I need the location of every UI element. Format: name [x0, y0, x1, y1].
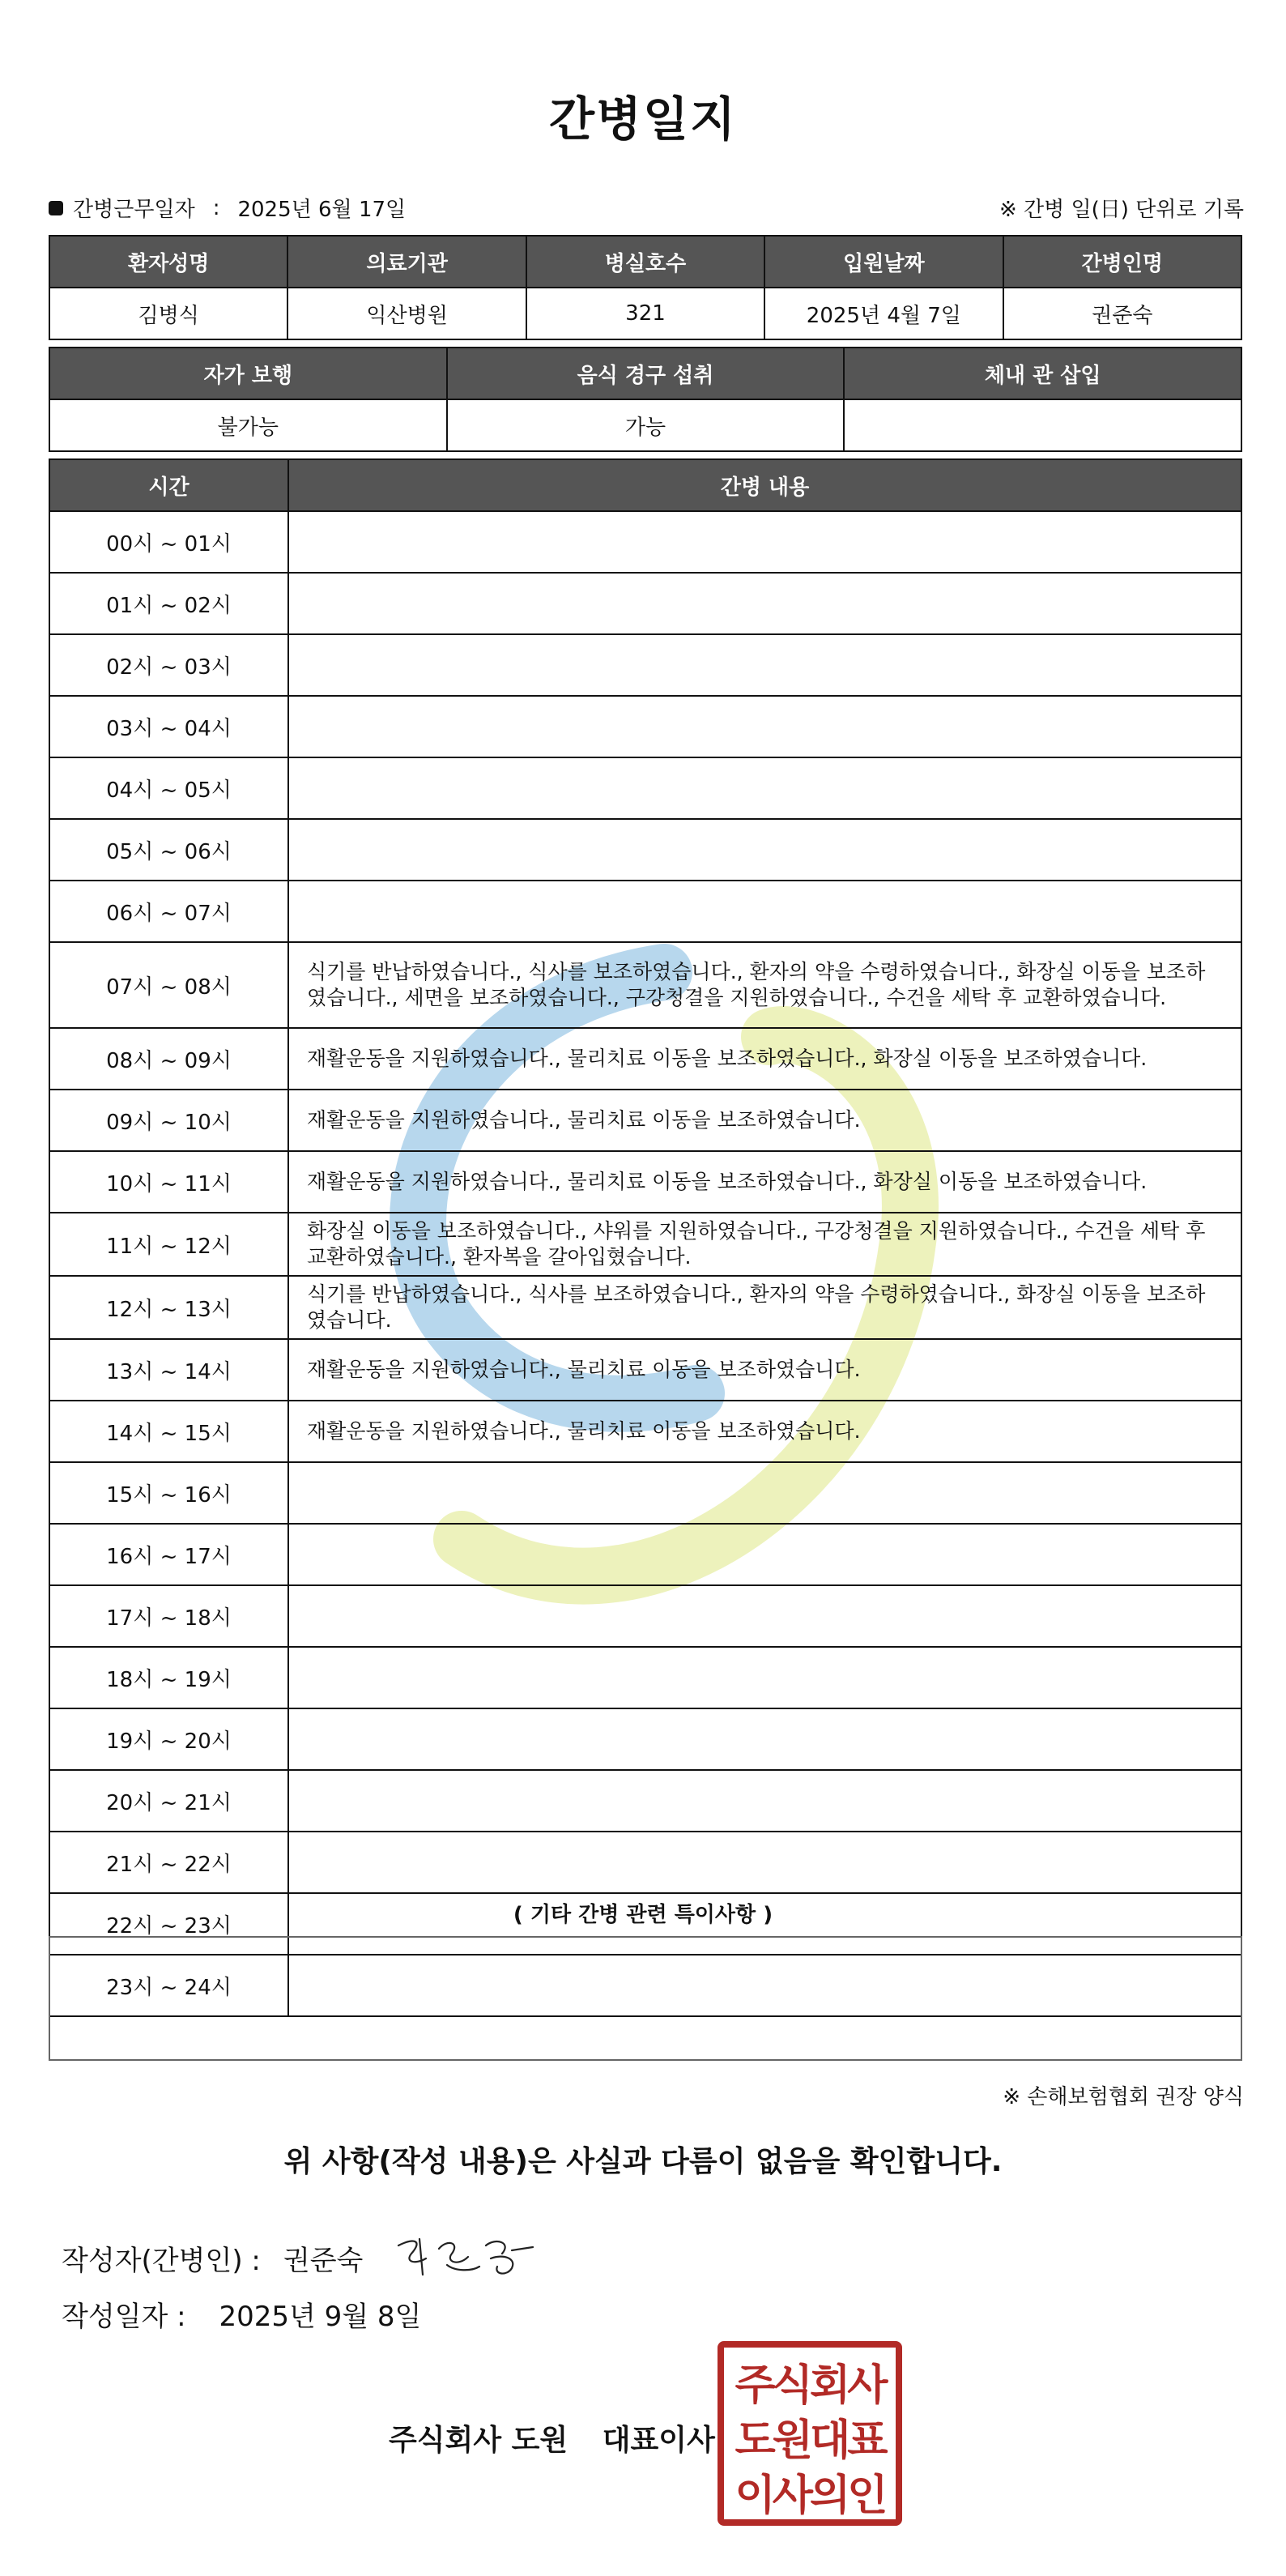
work-date-value: 2025년 6월 17일 — [237, 198, 407, 222]
room-number: 321 — [526, 288, 764, 339]
log-content-cell: 재활운동을 지원하였습니다., 물리치료 이동을 보조하였습니다., 화장실 이동을 보조하였습니다. — [288, 1028, 1241, 1090]
written-date-value: 2025년 9월 8일 — [219, 2301, 422, 2333]
patient-name: 김병식 — [49, 288, 287, 339]
work-date-separator: : — [212, 195, 220, 220]
handwritten-signature — [390, 2229, 544, 2286]
header-time: 시간 — [49, 459, 288, 511]
log-time-cell: 19시 ~ 20시 — [49, 1708, 288, 1770]
self-walking: 불가능 — [49, 399, 447, 451]
header-room-number: 병실호수 — [526, 236, 764, 288]
table-row — [49, 1647, 1241, 1708]
log-content-cell — [288, 757, 1241, 819]
oral-intake: 가능 — [447, 399, 845, 451]
header-patient-name: 환자성명 — [49, 236, 287, 288]
company-signature-line — [389, 2417, 715, 2459]
log-content-cell: 화장실 이동을 보조하였습니다., 샤워를 지원하였습니다., 구강청결을 지원하였습니다., 수건을 세탁 후 교환하였습니다., 환자복을 갈아입혔습니다. — [288, 1213, 1241, 1276]
log-time-cell: 12시 ~ 13시 — [49, 1276, 288, 1339]
header-admission-date: 입원날짜 — [764, 236, 1003, 288]
log-content-cell — [288, 1708, 1241, 1770]
log-content-cell: 재활운동을 지원하였습니다., 물리치료 이동을 보조하였습니다. — [288, 1339, 1241, 1401]
care-log-header-row — [49, 459, 1241, 511]
log-time-cell: 03시 ~ 04시 — [49, 696, 288, 757]
company-seal — [718, 2341, 902, 2526]
table-row — [49, 1090, 1241, 1151]
company-role: 대표이사 — [602, 2424, 715, 2457]
log-content-cell: 재활운동을 지원하였습니다., 물리치료 이동을 보조하였습니다. — [288, 1090, 1241, 1151]
company-name: 주식회사 도원 — [389, 2424, 568, 2457]
log-time-cell: 00시 ~ 01시 — [49, 511, 288, 573]
log-time-cell: 07시 ~ 08시 — [49, 942, 288, 1028]
log-content-cell — [288, 881, 1241, 942]
table-row — [49, 1462, 1241, 1524]
log-content-cell: 재활운동을 지원하였습니다., 물리치료 이동을 보조하였습니다. — [288, 1401, 1241, 1462]
log-content-cell — [288, 1770, 1241, 1832]
svg-text:도원대표: 도원대표 — [735, 2416, 885, 2465]
table-row — [49, 757, 1241, 819]
table-row — [49, 1708, 1241, 1770]
table-row — [49, 1585, 1241, 1647]
log-content-cell — [288, 1462, 1241, 1524]
log-content-cell: 재활운동을 지원하였습니다., 물리치료 이동을 보조하였습니다., 화장실 이동을 보조하였습니다. — [288, 1151, 1241, 1213]
log-content-cell — [288, 634, 1241, 696]
header-oral-intake: 음식 경구 섭취 — [447, 348, 845, 399]
log-content-cell — [288, 1832, 1241, 1893]
log-time-cell: 23시 ~ 24시 — [49, 1955, 288, 2016]
writer-line — [62, 2229, 544, 2286]
page-title: 간병일지 — [548, 92, 738, 147]
caregiver-name: 권준숙 — [1003, 288, 1241, 339]
header-caregiver-name: 간병인명 — [1003, 236, 1241, 288]
table-row — [49, 1213, 1241, 1276]
table-row — [49, 942, 1241, 1028]
confirmation-statement: 위 사항(작성 내용)은 사실과 다름이 없음을 확인합니다. — [283, 2145, 1003, 2178]
log-content-cell — [288, 1524, 1241, 1585]
header-care-content: 간병 내용 — [288, 459, 1241, 511]
unit-note: ※ 간병 일(日) 단위로 기록 — [999, 198, 1244, 222]
table-row — [49, 1151, 1241, 1213]
table-row — [49, 1028, 1241, 1090]
log-content-cell — [288, 696, 1241, 757]
log-time-cell: 14시 ~ 15시 — [49, 1401, 288, 1462]
table-row — [49, 1339, 1241, 1401]
footnote: ※ 손해보험협회 권장 양식 — [1003, 2085, 1244, 2109]
table-row — [49, 881, 1241, 942]
log-time-cell: 06시 ~ 07시 — [49, 881, 288, 942]
header-hospital: 의료기관 — [287, 236, 526, 288]
log-time-cell: 04시 ~ 05시 — [49, 757, 288, 819]
log-time-cell: 08시 ~ 09시 — [49, 1028, 288, 1090]
table-row — [49, 696, 1241, 757]
written-date-line — [62, 2294, 421, 2334]
patient-info-header-row — [49, 236, 1241, 288]
log-content-cell: 식기를 반납하였습니다., 식사를 보조하였습니다., 환자의 약을 수령하였습니다., 화장실 이동을 보조하였습니다. — [288, 1276, 1241, 1339]
work-date — [49, 193, 406, 223]
log-content-cell — [288, 819, 1241, 881]
writer-label: 작성자(간병인) : — [62, 2244, 261, 2277]
table-row — [49, 634, 1241, 696]
header-tube-insertion: 체내 관 삽입 — [844, 348, 1241, 399]
written-date-label: 작성일자 : — [62, 2301, 186, 2333]
log-time-cell: 13시 ~ 14시 — [49, 1339, 288, 1401]
log-time-cell: 11시 ~ 12시 — [49, 1213, 288, 1276]
table-row — [49, 1401, 1241, 1462]
status-value-row — [49, 399, 1241, 451]
log-content-cell: 식기를 반납하였습니다., 식사를 보조하였습니다., 환자의 약을 수령하였습니다., 화장실 이동을 보조하였습니다., 세면을 보조하였습니다., 구강청결을 지원하였습니다., 수건을 세탁 후 교환하였습니다. — [288, 942, 1241, 1028]
patient-info-table — [49, 235, 1242, 340]
log-content-cell — [288, 1647, 1241, 1708]
care-log-table — [49, 458, 1242, 2017]
patient-status-table — [49, 347, 1242, 452]
log-time-cell: 02시 ~ 03시 — [49, 634, 288, 696]
log-time-cell: 15시 ~ 16시 — [49, 1462, 288, 1524]
hospital: 익산병원 — [287, 288, 526, 339]
log-time-cell: 18시 ~ 19시 — [49, 1647, 288, 1708]
log-time-cell: 21시 ~ 22시 — [49, 1832, 288, 1893]
table-row — [49, 1832, 1241, 1893]
patient-info-value-row — [49, 288, 1241, 339]
table-row — [49, 819, 1241, 881]
tube-insertion — [844, 399, 1241, 451]
log-time-cell: 09시 ~ 10시 — [49, 1090, 288, 1151]
header-self-walking: 자가 보행 — [49, 348, 447, 399]
log-content-cell — [288, 511, 1241, 573]
log-content-cell — [288, 1585, 1241, 1647]
table-row — [49, 1276, 1241, 1339]
table-row — [49, 1524, 1241, 1585]
work-date-label: 간병근무일자 — [73, 198, 195, 222]
admission-date: 2025년 4월 7일 — [764, 288, 1003, 339]
svg-text:주식회사: 주식회사 — [735, 2361, 885, 2410]
svg-text:이사의인: 이사의인 — [735, 2472, 885, 2520]
log-time-cell: 16시 ~ 17시 — [49, 1524, 288, 1585]
log-content-cell — [288, 573, 1241, 634]
status-header-row — [49, 348, 1241, 399]
log-time-cell: 01시 ~ 02시 — [49, 573, 288, 634]
log-time-cell: 17시 ~ 18시 — [49, 1585, 288, 1647]
log-time-cell: 20시 ~ 21시 — [49, 1770, 288, 1832]
table-row — [49, 1770, 1241, 1832]
log-time-cell: 05시 ~ 06시 — [49, 819, 288, 881]
bullet-square-icon — [49, 201, 63, 215]
table-row — [49, 511, 1241, 573]
table-row — [49, 573, 1241, 634]
writer-name: 권준숙 — [283, 2244, 364, 2277]
log-time-cell: 22시 ~ 23시 — [49, 1893, 288, 1955]
notes-box — [49, 1936, 1242, 2061]
notes-title: ( 기타 간병 관련 특이사항 ) — [513, 1903, 773, 1927]
log-time-cell: 10시 ~ 11시 — [49, 1151, 288, 1213]
